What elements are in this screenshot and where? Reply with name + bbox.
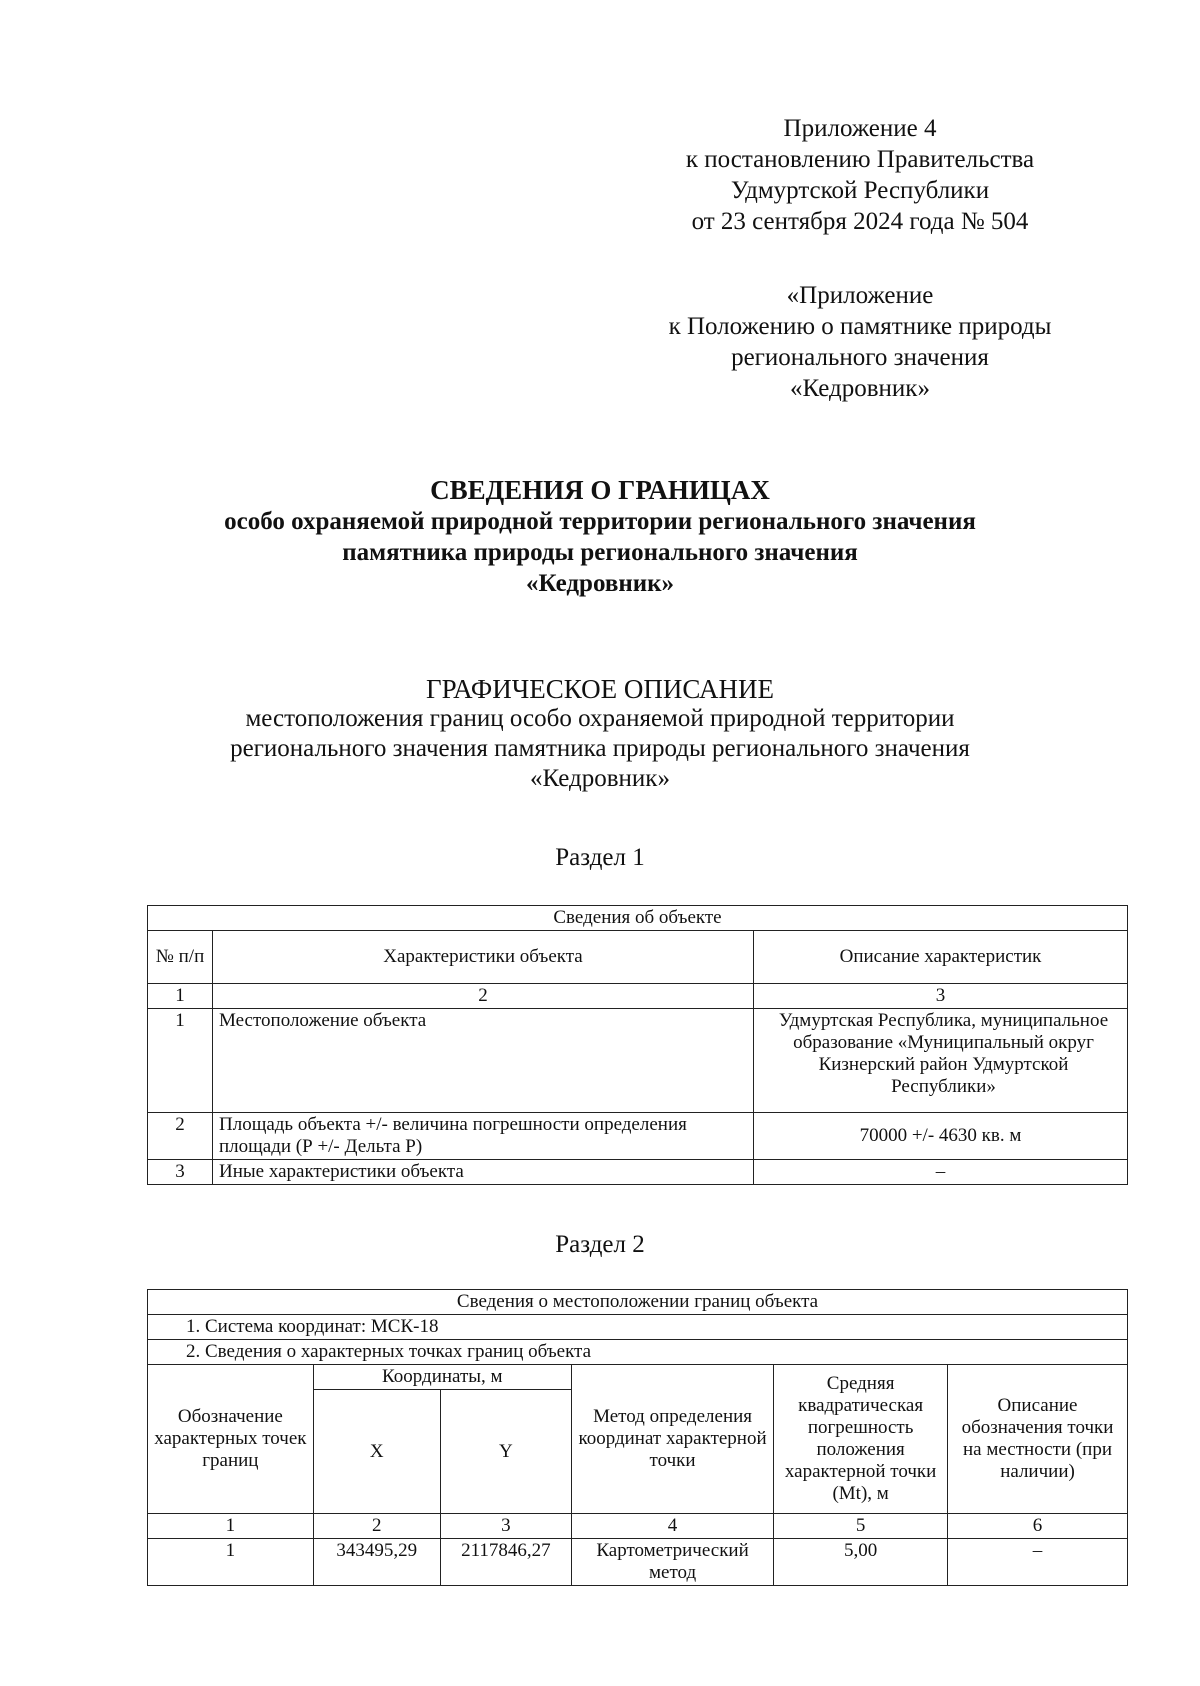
header-x: X: [313, 1390, 440, 1514]
row-description: Удмуртская Республика, муниципальное образование «Муниципальный округ Кизнерский район Удмуртской Республики»: [754, 1009, 1128, 1113]
point-error: 5,00: [774, 1539, 948, 1586]
title-line: «Кедровник»: [525, 570, 675, 597]
point-x: 343495,29: [313, 1539, 440, 1586]
column-number: 6: [948, 1514, 1128, 1539]
appendix-line: «Кедровник»: [790, 375, 930, 402]
header-characteristics: Характеристики объекта: [213, 931, 754, 984]
point-y: 2117846,27: [440, 1539, 571, 1586]
row-characteristic: Площадь объекта +/- величина погрешности определения площади (Р +/- Дельта Р): [213, 1113, 754, 1160]
title-line: «Кедровник»: [530, 765, 670, 792]
title-line: регионального значения памятника природы регионального значения: [230, 735, 970, 762]
appendix-4-block: [640, 113, 1080, 237]
title-line: ГРАФИЧЕСКОЕ ОПИСАНИЕ: [425, 674, 775, 704]
row-characteristic: Местоположение объекта: [213, 1009, 754, 1113]
row-number: 3: [148, 1160, 213, 1185]
object-info-table: [147, 905, 1128, 1185]
coordinate-system: 1. Система координат: МСК-18: [148, 1315, 1128, 1340]
row-number: 1: [148, 1009, 213, 1113]
boundaries-title: [100, 475, 1100, 599]
point-method: Картометрический метод: [571, 1539, 773, 1586]
appendix-line: к Положению о памятнике природы: [668, 313, 1052, 340]
header-point-description: Описание обозначения точки на местности (при наличии): [948, 1365, 1128, 1514]
title-line: особо охраняемой природной территории регионального значения: [224, 508, 976, 535]
points-title: 2. Сведения о характерных точках границ объекта: [148, 1340, 1128, 1365]
row-characteristic: Иные характеристики объекта: [213, 1160, 754, 1185]
appendix-line: «Приложение: [786, 282, 934, 309]
table-row: [148, 1160, 1128, 1185]
appendix-line: Приложение 4: [783, 115, 937, 142]
header-y: Y: [440, 1390, 571, 1514]
section-2-label: Раздел 2: [555, 1231, 645, 1258]
appendix-line: от 23 сентября 2024 года № 504: [691, 208, 1029, 235]
column-number: 3: [440, 1514, 571, 1539]
header-method: Метод определения координат характерной точки: [571, 1365, 773, 1514]
graphic-description-title: [100, 674, 1100, 794]
column-number: 1: [148, 984, 213, 1009]
row-number: 2: [148, 1113, 213, 1160]
header-error: Средняя квадратическая погрешность положения характерной точки (Mt), м: [774, 1365, 948, 1514]
header-coordinates: Координаты, м: [313, 1365, 571, 1390]
table-row: [148, 1539, 1128, 1586]
table-row: [148, 1113, 1128, 1160]
table-title: Сведения о местоположении границ объекта: [148, 1290, 1128, 1315]
header-description: Описание характеристик: [754, 931, 1128, 984]
appendix-line: Удмуртской Республики: [730, 177, 990, 204]
appendix-position-block: [620, 280, 1100, 404]
title-line: СВЕДЕНИЯ О ГРАНИЦАХ: [430, 475, 770, 505]
column-number: 2: [213, 984, 754, 1009]
appendix-line: к постановлению Правительства: [685, 146, 1035, 173]
section-1-label: Раздел 1: [555, 844, 645, 871]
point-description: –: [948, 1539, 1128, 1586]
point-designation: 1: [148, 1539, 314, 1586]
boundary-location-table: [147, 1289, 1128, 1586]
column-number: 5: [774, 1514, 948, 1539]
table-title: Сведения об объекте: [148, 906, 1128, 931]
header-designation: Обозначение характерных точек границ: [148, 1365, 314, 1514]
row-description: 70000 +/- 4630 кв. м: [754, 1113, 1128, 1160]
column-number: 2: [313, 1514, 440, 1539]
column-number: 4: [571, 1514, 773, 1539]
title-line: памятника природы регионального значения: [342, 539, 858, 566]
column-number: 1: [148, 1514, 314, 1539]
header-number: № п/п: [148, 931, 213, 984]
title-line: местоположения границ особо охраняемой природной территории: [245, 705, 955, 732]
row-description: –: [754, 1160, 1128, 1185]
column-number: 3: [754, 984, 1128, 1009]
appendix-line: регионального значения: [731, 344, 989, 371]
table-row: [148, 1009, 1128, 1113]
